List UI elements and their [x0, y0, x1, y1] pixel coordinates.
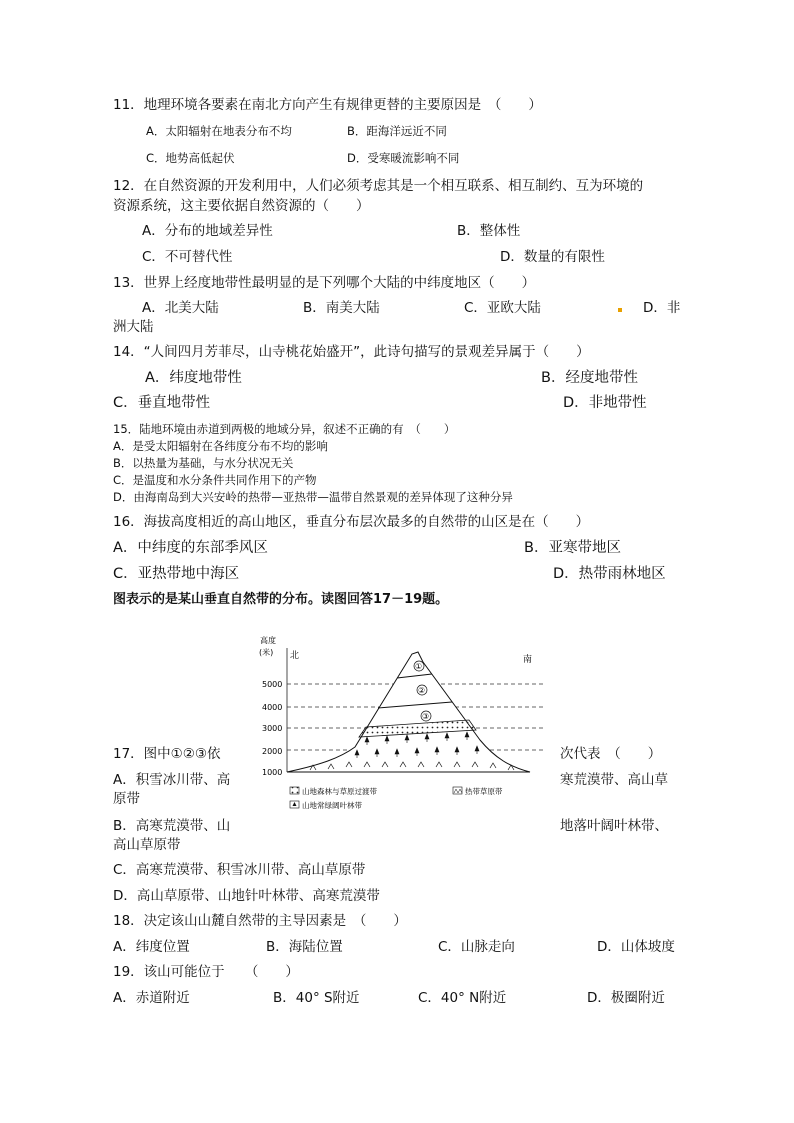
q19-stem: 19．该山可能位于 （ ）: [113, 964, 299, 980]
q15-option-a: A．是受太阳辐射在各纬度分布不均的影响: [113, 439, 328, 453]
q12-option-b: B．整体性: [457, 223, 521, 239]
q14-option-d: D．非地带性: [563, 395, 647, 411]
q17-option-d: D．高山草原带、山地针叶林带、高寒荒漠带: [113, 888, 380, 904]
y-axis-label: 高度: [260, 636, 276, 645]
q13-stem: 13．世界上经度地带性最明显的是下列哪个大陆的中纬度地区（ ）: [113, 275, 536, 291]
q11-option-d: D．受寒暖流影响不同: [347, 151, 460, 165]
stray-mark: [618, 308, 622, 312]
q13-option-a: A．北美大陆: [142, 300, 219, 316]
q13-option-d-cont: 洲大陆: [113, 319, 154, 335]
q14-option-a: A．纬度地带性: [145, 370, 242, 386]
q13-option-c: C．亚欧大陆: [464, 300, 541, 316]
q11-option-a: A．太阳辐射在地表分布不均: [146, 124, 292, 138]
q16-option-d: D．热带雨林地区: [553, 566, 666, 582]
q18-option-a: A．纬度位置: [113, 939, 190, 955]
q19-option-b: B．40° S附近: [273, 990, 360, 1006]
q11-stem: 11．地理环境各要素在南北方向产生有规律更替的主要原因是 （ ）: [113, 97, 542, 113]
label-south: 南: [523, 655, 533, 665]
q19-option-d: D．极圈附近: [587, 990, 665, 1006]
q13-option-d: D．非: [643, 300, 681, 316]
q17-stem-right: 次代表 （ ）: [560, 746, 662, 762]
q12-option-d: D．数量的有限性: [500, 249, 605, 265]
q12-option-a: A．分布的地域差异性: [142, 223, 273, 239]
legend-swatch-transition: [290, 787, 299, 794]
q19-option-c: C．40° N附近: [418, 990, 507, 1006]
figure-intro: 图表示的是某山垂直自然带的分布。读图回答17－19题。: [113, 592, 449, 607]
q16-option-a: A．中纬度的东部季风区: [113, 540, 268, 556]
q14-option-b: B．经度地带性: [541, 370, 638, 386]
q12-stem-line2: 资源系统，这主要依据自然资源的（ ）: [113, 198, 370, 214]
q19-option-a: A．赤道附近: [113, 990, 190, 1006]
tick-label: 3000: [262, 724, 283, 733]
q17-stem-left: 17．图中①②③依: [113, 746, 221, 762]
q15-stem: 15．陆地环境由赤道到两极的地域分异，叙述不正确的有 （ ）: [113, 422, 456, 436]
q16-option-b: B．亚寒带地区: [524, 540, 621, 556]
q14-option-c: C．垂直地带性: [113, 395, 211, 411]
q18-option-c: C．山脉走向: [438, 939, 515, 955]
q14-stem: 14．“人间四月芳菲尽，山寺桃花始盛开”，此诗句描写的景观差异属于（ ）: [113, 344, 590, 360]
tick-label: 2000: [262, 747, 283, 756]
q17-option-b-right: 地落叶阔叶林带、: [560, 818, 668, 834]
vertical-zonation-figure: [240, 630, 555, 820]
label-north: 北: [290, 651, 300, 661]
zone-label-2: ②: [418, 686, 426, 695]
legend-label-1: 山地森林与草原过渡带: [302, 787, 377, 796]
legend-label-2: 热带草原带: [465, 787, 503, 796]
mountain-outline: [287, 652, 533, 772]
legend-label-3: 山地常绿阔叶林带: [302, 801, 362, 810]
q18-option-b: B．海陆位置: [266, 939, 343, 955]
tick-label: 4000: [262, 703, 283, 712]
q12-stem-line1: 12．在自然资源的开发利用中，人们必须考虑其是一个相互联系、相互制约、互为环境的: [113, 178, 644, 194]
q17-option-a-left: A．积雪冰川带、高: [113, 772, 231, 788]
q17-option-b-cont: 高山草原带: [113, 837, 181, 853]
q15-option-b: B．以热量为基础，与水分状况无关: [113, 456, 294, 470]
q17-option-a-right: 寒荒漠带、高山草: [560, 772, 668, 788]
q16-stem: 16．海拔高度相近的高山地区，垂直分布层次最多的自然带的山区是在（ ）: [113, 514, 590, 530]
q11-option-c: C．地势高低起伏: [146, 151, 235, 165]
zone-label-1: ①: [415, 662, 423, 671]
zone-label-3: ③: [422, 712, 430, 721]
q16-option-c: C．亚热带地中海区: [113, 566, 240, 582]
q17-option-c: C．高寒荒漠带、积雪冰川带、高山草原带: [113, 862, 366, 878]
q17-option-b-left: B．高寒荒漠带、山: [113, 818, 231, 834]
q11-option-b: B．距海洋远近不同: [347, 124, 447, 138]
q18-option-d: D．山体坡度: [597, 939, 675, 955]
y-axis-unit: (米): [259, 648, 274, 657]
q15-option-c: C．是温度和水分条件共同作用下的产物: [113, 473, 317, 487]
tick-label: 1000: [262, 768, 283, 777]
q18-stem: 18．决定该山山麓自然带的主导因素是 （ ）: [113, 913, 407, 929]
tick-label: 5000: [262, 680, 283, 689]
q15-option-d: D．由海南岛到大兴安岭的热带—亚热带—温带自然景观的差异体现了这种分异: [113, 490, 513, 504]
q17-option-a-cont: 原带: [113, 791, 140, 807]
q12-option-c: C．不可替代性: [142, 249, 233, 265]
q13-option-b: B．南美大陆: [303, 300, 380, 316]
